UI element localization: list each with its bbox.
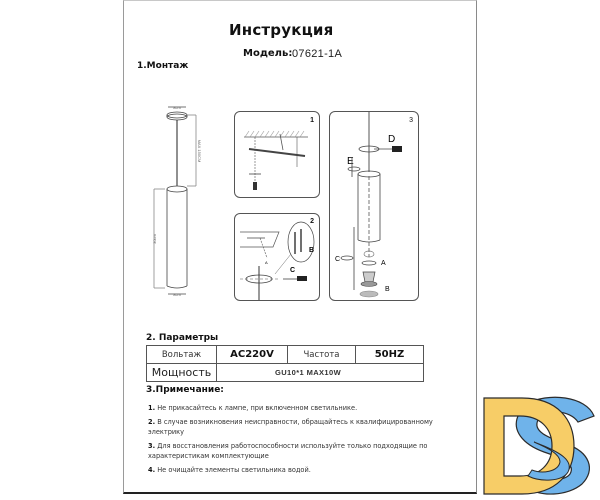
voltage-value: AC220V: [217, 346, 288, 364]
section-mount-heading: 1.Монтаж: [137, 61, 189, 71]
section-notes-heading: 3.Примечание:: [146, 385, 224, 395]
note-item: 3. Для восстановления работоспособности используйте только подходящие по характеристикам комплектующие: [148, 441, 428, 460]
model-label: Модель:: [243, 48, 293, 59]
svg-text:C: C: [335, 256, 341, 263]
wiring-connection-illustration: [235, 214, 319, 300]
install-step-2-panel: [234, 213, 320, 301]
svg-text:E: E: [347, 156, 354, 167]
svg-text:8cm: 8cm: [173, 292, 181, 297]
lamp-dimension-drawing: [148, 101, 218, 301]
section-params-heading: 2. Параметры: [146, 333, 219, 343]
frequency-label: Частота: [288, 346, 356, 364]
svg-text:B: B: [309, 247, 315, 254]
ceiling-bracket-illustration: [235, 112, 319, 197]
svg-text:A: A: [381, 260, 386, 267]
step-number: 2: [310, 218, 314, 225]
table-row: [147, 346, 424, 364]
voltage-label: Вольтаж: [147, 346, 217, 364]
step-number: 1: [310, 117, 314, 124]
svg-text:30cm: 30cm: [152, 234, 157, 244]
document-title: Инструкция: [229, 21, 334, 39]
note-item: 1. Не прикасайтесь к лампе, при включенном светильнике.: [148, 404, 358, 412]
table-row: [147, 364, 424, 382]
power-value: GU10*1 MAX10W: [217, 364, 424, 382]
note-item: 4. Не очищайте элементы светильника водой.: [148, 465, 311, 474]
notes-list: [148, 403, 468, 478]
svg-text:8cm: 8cm: [173, 105, 181, 110]
ds-logo-icon: [478, 390, 600, 498]
step-number: 3: [409, 117, 413, 124]
svg-text:A: A: [265, 260, 268, 265]
install-step-3-panel: [329, 111, 419, 301]
lamp-assembly-illustration: [330, 112, 418, 300]
svg-text:D: D: [388, 134, 396, 145]
install-step-1-panel: [234, 111, 320, 198]
power-label: Мощность: [147, 364, 217, 382]
svg-text:B: B: [385, 286, 390, 293]
note-item: 2. В случае возникновения неисправности, обращайтесь к квалифицированному электрику: [148, 417, 433, 436]
parameters-table: [146, 345, 424, 382]
model-value: 07621-1A: [292, 48, 343, 60]
instruction-page: [123, 0, 477, 494]
svg-text:MAX 150CM: MAX 150CM: [197, 139, 202, 163]
svg-text:C: C: [290, 267, 296, 274]
frequency-value: 50HZ: [356, 346, 424, 364]
